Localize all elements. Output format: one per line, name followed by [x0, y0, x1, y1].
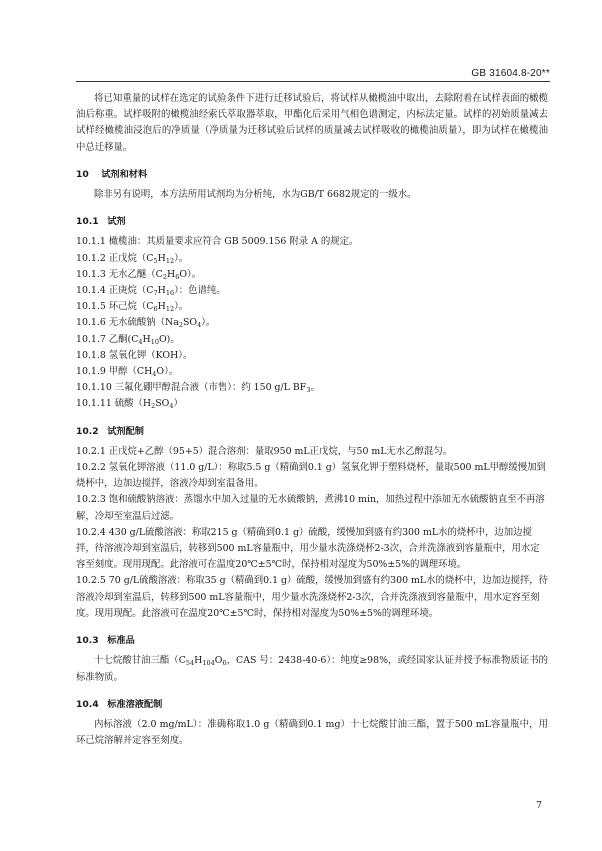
reagent-item: 10.1.7 乙酮$(C_4H_{10}O)$。 — [76, 333, 180, 346]
preparation-item: 10.2.1 正戊烷+乙醇（95+5）混合溶剂：量取950 mL正戊烷，与50 mL无水乙醇混匀。 — [76, 445, 453, 457]
document-body — [76, 91, 548, 749]
page-number: 7 — [535, 800, 542, 811]
section-title: 试剂和材料 — [101, 168, 148, 180]
reagent-item: 10.1.11 硫酸$(H_2SO_4)$ — [76, 398, 183, 411]
section-number: 10.1 — [76, 216, 99, 228]
reagent-item: 10.1.8 氢氧化钾（KOH）。 — [76, 349, 193, 361]
section-number: 10.3 — [76, 635, 99, 647]
reagent-item: 10.1.5 环己烷$(C_6H_{12})$。 — [76, 301, 189, 314]
reagent-list — [76, 234, 548, 412]
section-number: 10.2 — [76, 425, 99, 437]
preparation-item: 10.2.3 饱和硫酸钠溶液：蒸馏水中加入过量的无水硫酸钠，煮沸10 min，加热过程中添加无水硫酸钠直至不再溶解，冷却至室温后过滤。 — [76, 494, 545, 522]
standard-substance-paragraph: 十七烷酸甘油三酯（$C_{54}H_{104}O_6$，CAS 号：2438-40-6）：纯度≥98%，或经国家认证并授予标准物质证书的标准物质。 — [76, 655, 548, 683]
preparation-item: 10.2.2 氢氧化钾溶液（11.0 g/L）：称取5.5 g（精确到0.1 g）氢氧化钾于塑料烧杯，量取500 mL甲醇缓慢加到烧杯中，边加边搅拌，溶液冷却到室温备用。 — [76, 462, 546, 490]
section-title: 试剂配制 — [107, 425, 144, 437]
preparation-item: 10.2.4 430 g/L硫酸溶液：称取215 g（精确到0.1 g）硫酸，缓慢加到盛有约300 mL水的烧杯中，边加边搅拌，待溶液冷却到室温后，转移到500 mL容量瓶中，用少量水洗涤烧杯2-3次，合并洗涤液到容量瓶中，用水定容至刻度。现用现配。此溶液可在温度20℃±5℃时，保持相对湿度为50%±5%的调理环境。 — [76, 526, 540, 571]
section-number: 10.4 — [76, 698, 99, 710]
intro-paragraph: 将已知重量的试样在选定的试验条件下进行迁移试验后，将试样从橄榄油中取出，去除附着在试样表面的橄榄油后称重。试样吸附的橄榄油经索氏萃取器萃取，甲酯化后采用气相色谱测定，内标法定量。试样的初始质量减去试样经橄榄油浸泡后的净质量（净质量为迁移试验后试样的质量减去试样吸收的橄榄油质量），即为试样在橄榄油中总迁移量。 — [76, 93, 548, 153]
section-10-3-heading — [76, 633, 548, 649]
section-title: 试剂 — [107, 216, 126, 228]
reagent-item: 10.1.1 橄榄油：其质量要求应符合 GB 5009.156 附录 A 的规定。 — [76, 236, 359, 248]
reagent-item: 10.1.6 无水硫酸钠$(Na_2SO_4)$。 — [76, 317, 216, 330]
section-10-paragraph: 除非另有说明，本方法所用试剂均为分析纯，水为GB/T 6682规定的一级水。 — [94, 189, 417, 201]
section-10-heading — [76, 167, 548, 183]
section-title: 标准品 — [107, 635, 135, 647]
standard-code: GB 31604.8-20** — [471, 68, 550, 79]
preparation-list — [76, 444, 548, 622]
section-10-1-heading — [76, 214, 548, 230]
preparation-item: 10.2.5 70 g/L硫酸溶液：称取35 g（精确到0.1 g）硫酸，缓慢加到盛有约300 mL水的烧杯中，边加边搅拌，待溶液冷却到室温后，转移到500 mL容量瓶中，用少量水洗涤烧杯2-3次，合并洗涤液到容量瓶中，用水定容至刻度。现用现配。此溶液可在温度20℃±5℃时，保持相对湿度为50%±5%的调理环境。 — [76, 575, 549, 619]
section-title: 标准溶液配制 — [107, 698, 163, 710]
section-10-4-heading — [76, 697, 548, 713]
reagent-item: 10.1.10 三氟化硼甲醇混合液（市售）：约 150 g/L $BF_3$。 — [76, 382, 320, 395]
reagent-item: 10.1.3 无水乙醚$(C_2H_6O)$。 — [76, 268, 202, 281]
header-divider — [76, 81, 550, 82]
reagent-item: 10.1.4 正庚烷$(C_7H_{16})$：色谱纯。 — [76, 285, 226, 298]
section-number: 10 — [76, 168, 89, 180]
section-10-2-heading — [76, 424, 548, 440]
reagent-item: 10.1.2 正戊烷$(C_5H_{12})$。 — [76, 252, 189, 265]
reagent-item: 10.1.9 甲醇$(CH_4O)$。 — [76, 366, 179, 379]
standard-solution-paragraph: 内标溶液（2.0 mg/mL）：准确称取1.0 g（精确到0.1 mg）十七烷酸甘油三酯，置于500 mL容量瓶中，用环己烷溶解并定容至刻度。 — [76, 718, 548, 747]
